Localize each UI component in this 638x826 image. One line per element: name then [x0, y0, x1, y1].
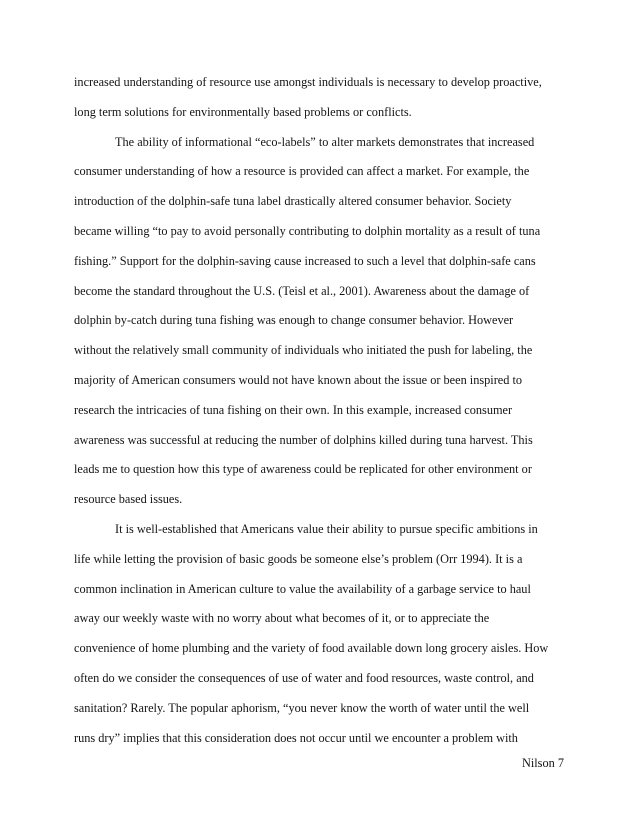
text-line: fishing.” Support for the dolphin-saving cause increased to such a level that dolphin-safe cans — [74, 253, 536, 268]
text-line: become the standard throughout the U.S. (Teisl et al., 2001). Awareness about the damage of — [74, 283, 530, 298]
text-line: runs dry” implies that this consideration does not occur until we encounter a problem with — [74, 730, 518, 745]
text-line: awareness was successful at reducing the number of dolphins killed during tuna harvest. This — [74, 432, 533, 447]
text-line: long term solutions for environmentally based problems or conflicts. — [74, 104, 412, 119]
text-line: common inclination in American culture to value the availability of a garbage service to haul — [74, 581, 531, 596]
text-line: dolphin by-catch during tuna fishing was enough to change consumer behavior. However — [74, 313, 514, 328]
text-line: life while letting the provision of basic goods be someone else’s problem (Orr 1994). It is a — [74, 551, 523, 566]
text-line: sanitation? Rarely. The popular aphorism, “you never know the worth of water until the well — [74, 700, 530, 715]
text-line: leads me to question how this type of awareness could be replicated for other environment or — [74, 462, 532, 477]
text-line: resource based issues. — [74, 492, 183, 507]
text-line: majority of American consumers would not have known about the issue or been inspired to — [74, 372, 523, 387]
text-line: increased understanding of resource use amongst individuals is necessary to develop proactive, — [74, 75, 542, 89]
paragraph-start-line: The ability of informational “eco-labels” to alter markets demonstrates that increased — [115, 134, 535, 149]
text-line: introduction of the dolphin-safe tuna label drastically altered consumer behavior. Society — [74, 194, 512, 209]
text-line: research the intricacies of tuna fishing on their own. In this example, increased consumer — [74, 402, 513, 417]
page-number-footer: Nilson 7 — [521, 756, 564, 770]
text-line: without the relatively small community of individuals who initiated the push for labeling, the — [74, 343, 533, 358]
text-line: convenience of home plumbing and the variety of food available down long grocery aisles. How — [74, 641, 549, 656]
body-text — [74, 68, 568, 753]
paragraph-start-line: It is well-established that Americans value their ability to pursue specific ambitions in — [115, 521, 538, 536]
text-line: consumer understanding of how a resource is provided can affect a market. For example, the — [74, 164, 530, 179]
text-line: became willing “to pay to avoid personally contributing to dolphin mortality as a result of tuna — [74, 223, 541, 238]
text-line: away our weekly waste with no worry about what becomes of it, or to appreciate the — [74, 611, 490, 626]
text-line: often do we consider the consequences of use of water and food resources, waste control, and — [74, 670, 534, 685]
